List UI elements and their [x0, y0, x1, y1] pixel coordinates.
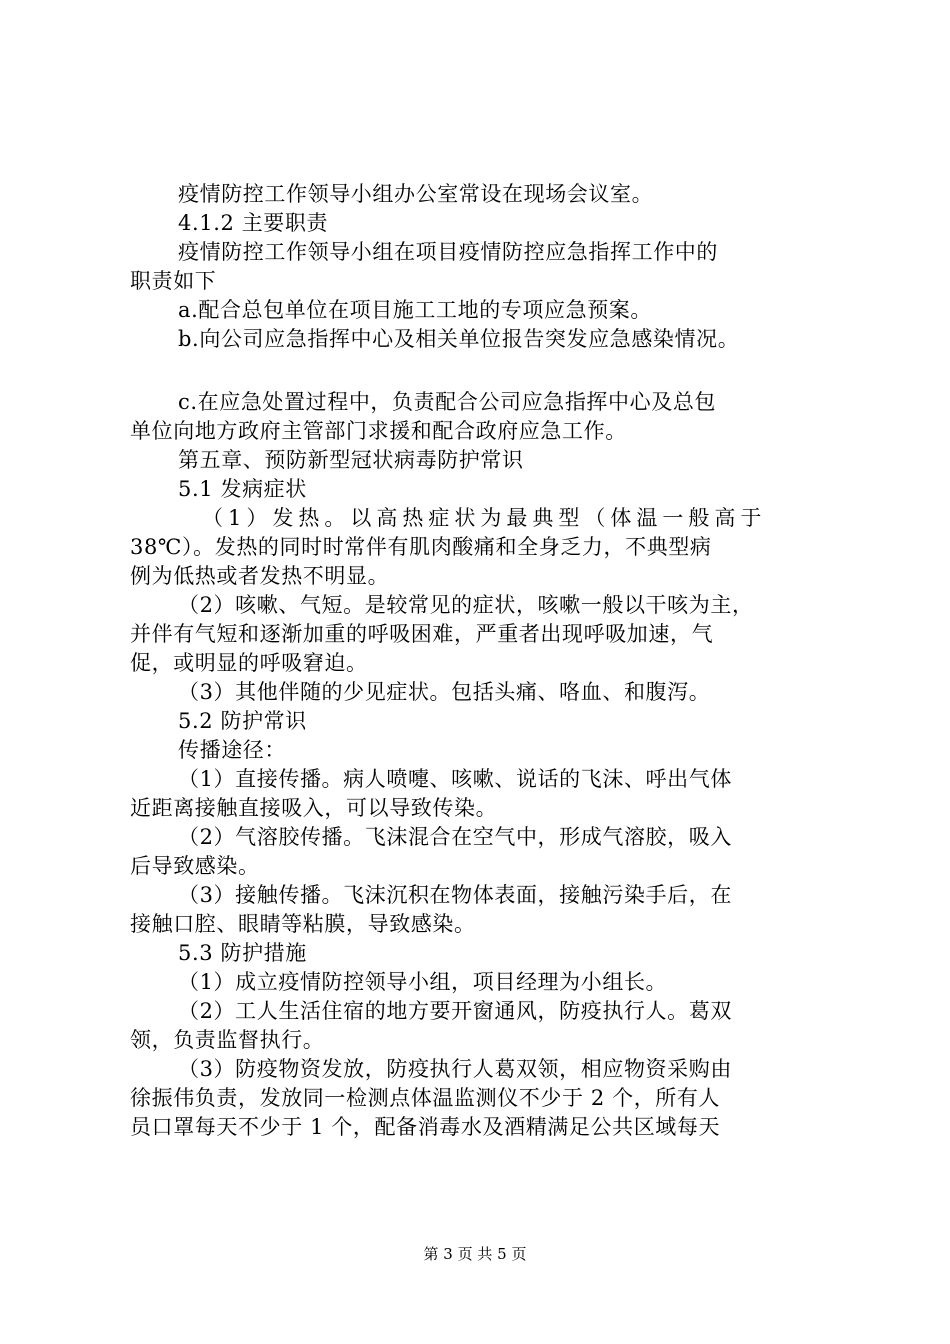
text-line: 38℃）。发热的同时时常伴有肌肉酸痛和全身乏力，不典型病 [130, 535, 712, 559]
text-line: 第五章、预防新型冠状病毒防护常识 [178, 448, 524, 472]
text-line: 5.1 发病症状 [178, 477, 307, 501]
text-line: 疫情防控工作领导小组办公室常设在现场会议室。 [178, 182, 654, 206]
symptom-cough [130, 591, 830, 678]
document-body [130, 180, 830, 1142]
paragraph-duties-intro [130, 238, 830, 296]
symptom-fever [130, 504, 830, 591]
section-heading-5-3 [130, 939, 830, 968]
blank-line [130, 354, 830, 388]
text-line: （2）气溶胶传播。飞沫混合在空气中，形成气溶胶，吸入 [178, 825, 732, 849]
section-heading-4-1-2 [130, 209, 830, 238]
symptom-other [130, 678, 830, 707]
text-line: 例为低热或者发热不明显。 [130, 564, 390, 588]
text-line: 近距离接触直接吸入，可以导致传染。 [130, 796, 498, 820]
section-heading-5-1 [130, 475, 830, 504]
section-heading-5-2 [130, 707, 830, 736]
text-line: 疫情防控工作领导小组在项目疫情防控应急指挥工作中的 [178, 240, 718, 264]
text-line: 员口罩每天不少于 1 个，配备消毒水及酒精满足公共区域每天 [130, 1115, 721, 1139]
text-line: （1）直接传播。病人喷嚏、咳嗽、说话的飞沫、呼出气体 [178, 767, 732, 791]
measure-3 [130, 1055, 830, 1142]
text-line: 单位向地方政府主管部门求援和配合政府应急工作。 [130, 419, 627, 443]
text-line: （3）防疫物资发放，防疫执行人葛双领，相应物资采购由 [178, 1057, 732, 1081]
measure-1 [130, 968, 830, 997]
text-line: 并伴有气短和逐渐加重的呼吸困难，严重者出现呼吸加速，气 [130, 622, 714, 646]
list-item-a [130, 296, 830, 325]
text-line: 领，负责监督执行。 [130, 1028, 325, 1052]
text-line: 5.3 防护措施 [178, 941, 307, 965]
text-line: 徐振伟负责，发放同一检测点体温监测仪不少于 2 个，所有人 [130, 1086, 721, 1110]
text-line: （3）接触传播。飞沫沉积在物体表面，接触污染手后，在 [178, 883, 732, 907]
transmission-aerosol [130, 823, 830, 881]
text-line: （2）咳嗽、气短。是较常见的症状，咳嗽一般以干咳为主， [178, 593, 754, 617]
transmission-heading [130, 736, 830, 765]
text-line: 职责如下 [130, 269, 217, 293]
text-line: （2）工人生活住宿的地方要开窗通风，防疫执行人。葛双 [178, 999, 732, 1023]
list-item-b [130, 325, 830, 354]
text-line: 4.1.2 主要职责 [178, 211, 329, 235]
text-line: 后导致感染。 [130, 854, 260, 878]
text-line: 5.2 防护常识 [178, 709, 307, 733]
text-line: 促，或明显的呼吸窘迫。 [130, 651, 368, 675]
text-line: 接触口腔、眼睛等粘膜，导致感染。 [130, 912, 476, 936]
page-number-footer: 第 3 页 共 5 页 [423, 1245, 527, 1263]
transmission-direct [130, 765, 830, 823]
list-item-c [130, 388, 830, 446]
text-line: b.向公司应急指挥中心及相关单位报告突发应急感染情况。 [178, 327, 740, 351]
text-line: c.在应急处置过程中，负责配合公司应急指挥中心及总包 [178, 390, 717, 414]
measure-2 [130, 997, 830, 1055]
transmission-contact [130, 881, 830, 939]
text-line: （3）其他伴随的少见症状。包括头痛、咯血、和腹泻。 [178, 680, 711, 704]
text-line: a.配合总包单位在项目施工工地的专项应急预案。 [178, 298, 652, 322]
text-line: 传播途径： [178, 738, 286, 762]
text-line: （1）成立疫情防控领导小组，项目经理为小组长。 [178, 970, 668, 994]
chapter-heading-5 [130, 446, 830, 475]
paragraph-office-location [130, 180, 830, 209]
text-line: （1）发热。以高热症状为最典型（体温一般高于 [202, 506, 767, 530]
